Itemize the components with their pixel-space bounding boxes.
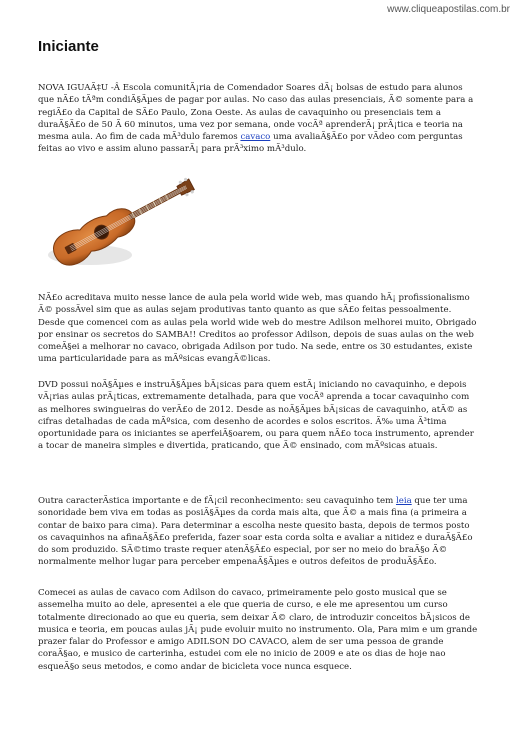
site-url: www.cliqueapostilas.com.br [387, 4, 510, 15]
ukulele-image [38, 172, 208, 280]
paragraph-dvd: DVD possui noÃ§Ãµes e instruÃ§Ãµes bÃ¡sicas para quem estÃ¡ iniciando no cavaquinho, e depois vÃ¡rias aulas prÃ¡ticas, extremamente detalhada, para que vocÃª aprenda a tocar cavaquinho com as melhores swingueiras do verÃ£o de 2012. Desde as noÃ§Ãµes bÃ¡sicas de cavaquinho, atÃ© as cifras detalhadas de cada mÃºsica, com desenho de acordes e solos escritos. Ã‰ uma Ã³tima oportunidade para os iniciantes se aperfeiÃ§oarem, ou para quem nÃ£o toca instrumento, aprender a tocar de maneira simples e divertida, praticando, que Ã© ensinado, com mÃºsicas atuais. [38, 380, 474, 452]
ukulele-icon [38, 172, 208, 280]
paragraph-sonority-text: Outra caracterÃstica importante e de fÃ¡cil reconhecimento: seu cavaquinho tem [38, 496, 396, 506]
paragraph-sonority-text-end: que ter uma sonoridade bem viva em todas as posiÃ§Ãµes da corda mais alta, que Ã© a mais fina (a primeira a contar de baixo para cima). Para determinar a escolha neste quesito basta, depois de termos posto os cavaquinhos na afinaÃ§Ã£o preferida, fazer soar esta corda solta e avaliar a nitidez e duraÃ§Ã£o do som produzido. SÃ©timo traste requer atenÃ§Ã£o especial, por ser no meio do braÃ§o Ã© normalmente melhor lugar para perceber empenaÃ§Ãµes e outros defeitos de produÃ§Ã£o. [38, 496, 473, 568]
paragraph-intro-text-end: uma avaliaÃ§Ã£o por vÃdeo com perguntas feitas ao vivo e assim aluno passarÃ¡ para prÃ³ximo mÃ³dulo. [38, 132, 463, 155]
paragraph-intro [38, 82, 478, 156]
paragraph-testimonial: NÃ£o acreditava muito nesse lance de aula pela world wide web, mas quando hÃ¡ profissionalismo Ã© possÃvel sim que as aulas sejam produtivas tanto quanto as que sÃ£o feitas pessoalmente. Desde que comencei com as aulas pela world wide web do mestre Adilson melhorei muito, Obrigado por ensinar os secretos do SAMBA!! Creditos ao professor Adilson, depois de suas aulas on the web comeÃ§ei a melhorar no cavaco, obrigada Adilson por tudo. Na sede, entre os 30 estudantes, existe uma particularidade para as mÃºsicas evangÃ©licas. [38, 293, 477, 365]
leia-link[interactable]: leia [395, 496, 412, 506]
cavaco-link[interactable]: cavaco [240, 132, 271, 143]
paragraph-adilson: Comecei as aulas de cavaco com Adilson do cavaco, primeiramente pelo gosto musical que se assemelha muito ao dele, apresentei a ele que queria de curso, e ele me apresentou um curso totalmente direcionado ao que eu queria, sem deixar Ã© claro, de introduzir conceitos bÃ¡sicos de musica e teoria, em poucas aulas jÃ¡ pude evoluir muito no instrumento. Ola, Para mim e um grande prazer falar do Professor e amigo ADILSON DO CAVACO, alem de ser uma pessoa de grande coraÃ§ao, e musico de carterinha, estudei com ele no inicio de 2009 e ate os dias de hoje nao esqueÃ§o seus metodos, e como andar de bicicleta voce nunca esquece. [38, 588, 478, 672]
paragraph-sonority [38, 495, 478, 569]
page-title: Iniciante [38, 38, 99, 55]
paragraph-intro-text: NOVA IGUAÃ‡U -Â Escola comunitÃ¡ria de Comendador Soares dÃ¡ bolsas de estudo para alunos que nÃ£o tÃªm condiÃ§Ãµes de pagar por aulas. No caso das aulas presenciais, Ã© somente para a regiÃ£o da Capital de SÃ£o Paulo, Zona Oeste. As aulas de cavaquinho ou presenciais tem a duraÃ§Ã£o de 50 Ã 60 minutos, uma vez por semana, onde vocÃª aprenderÃ¡ prÃ¡tica e teoria na mesma aula. Ao fim de cada mÃ³dulo faremos [38, 83, 474, 143]
